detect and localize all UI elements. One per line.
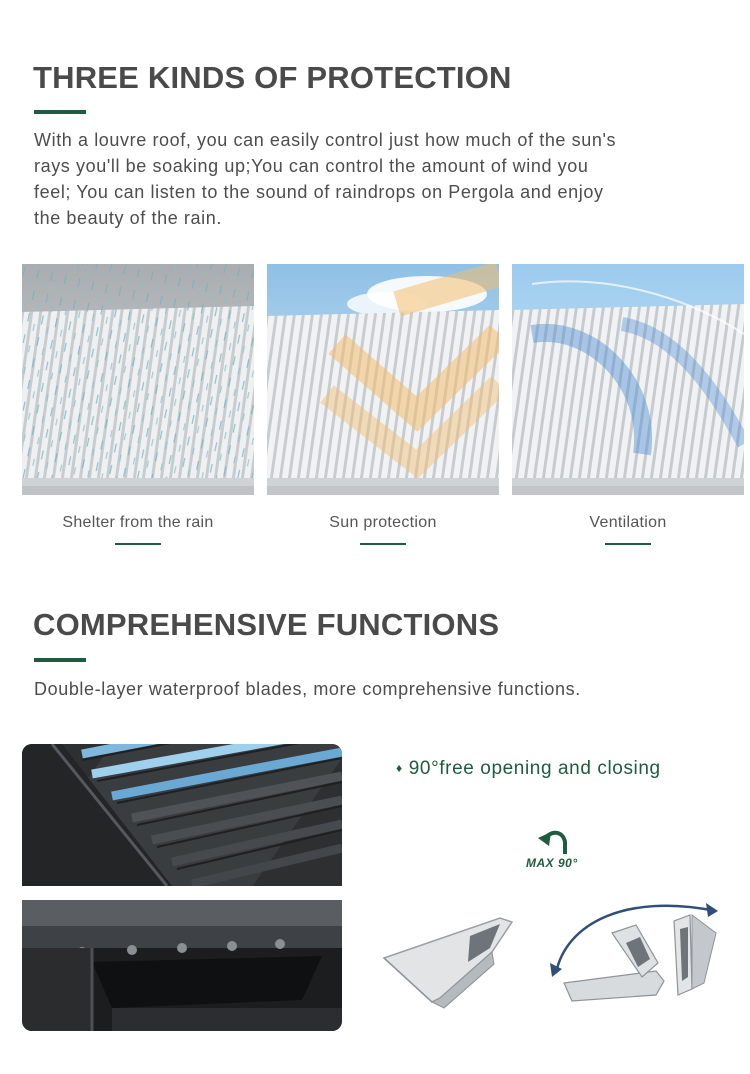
feature-text: 90°free opening and closing — [408, 758, 661, 779]
title-underline — [34, 658, 86, 662]
caption-ventilation: Ventilation — [589, 514, 667, 531]
wind-louvre-image — [512, 264, 744, 495]
caption-sun: Sun protection — [329, 514, 437, 531]
max-angle-label: MAX 90° — [526, 856, 578, 870]
functions-description: Double-layer waterproof blades, more comprehensive functions. — [34, 679, 581, 699]
blade-profile-open-image — [546, 893, 722, 1005]
paragraph-line: feel; You can listen to the sound of raindrops on Pergola and enjoy — [34, 182, 604, 202]
caption-rain: Shelter from the rain — [62, 514, 214, 531]
paragraph-line: rays you'll be soaking up;You can control the amount of wind you — [34, 156, 589, 176]
paragraph-line: With a louvre roof, you can easily control just how much of the sun's — [34, 130, 617, 150]
caption-underline — [605, 543, 651, 545]
sun-louvre-image — [267, 264, 499, 495]
caption-underline — [360, 543, 406, 545]
pergola-blades-photo — [22, 744, 342, 886]
feature-opening-closing — [396, 758, 661, 780]
title-underline — [34, 110, 86, 114]
section-title-protection: THREE KINDS OF PROTECTION — [33, 60, 512, 95]
rotate-arrow-icon — [537, 826, 571, 856]
protection-description — [34, 127, 694, 231]
section-title-functions: COMPREHENSIVE FUNCTIONS — [33, 607, 500, 642]
caption-underline — [115, 543, 161, 545]
diamond-bullet-icon: ♦ — [396, 761, 403, 775]
blade-profile-closed-image — [382, 912, 514, 1012]
paragraph-line: the beauty of the rain. — [34, 208, 222, 228]
pergola-gutter-photo — [22, 900, 342, 1031]
rain-louvre-image — [22, 264, 254, 495]
